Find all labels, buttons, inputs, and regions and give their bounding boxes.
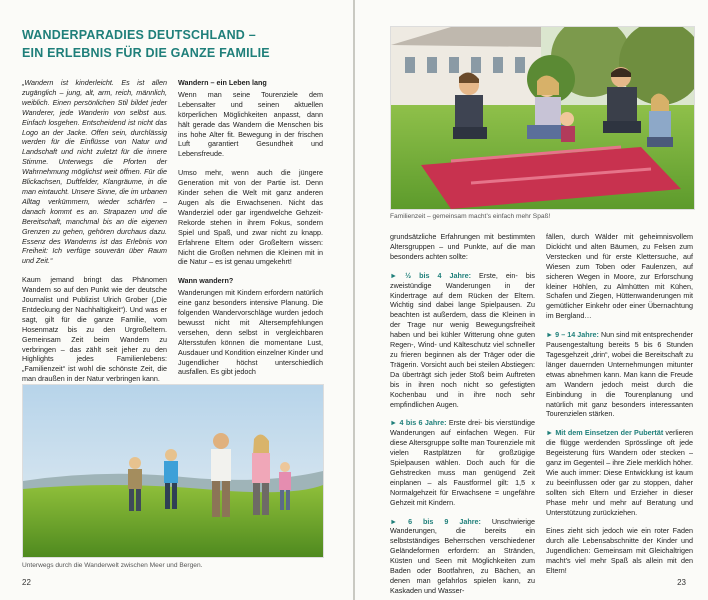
age-label: ► 9 – 14 Jahre: xyxy=(546,330,599,340)
age-label: ► 6 bis 9 Jahre: xyxy=(390,516,481,526)
page-number: 22 xyxy=(22,578,31,587)
age-label: ► Mit dem Einsetzen der Pubertät xyxy=(546,428,664,438)
photo-caption: Familienzeit – gemeinsam macht’s einfach mehr Spaß! xyxy=(390,213,551,220)
family-hiking-illustration xyxy=(23,385,323,557)
section-heading: Wandern – ein Leben lang xyxy=(178,78,267,87)
paragraph: grundsätzliche Erfahrungen mit bestimmten Altersgruppen – und Punkte, auf die man besonders achten sollte: xyxy=(390,232,535,261)
age-item: ► ½ bis 4 Jahre: Erste, ein- bis zweistündige Wanderungen in der Kindertrage auf dem Rücken der Eltern. Wichtig sind dabei lange Spielpausen. Zu beachten ist außerdem, dass die Kleinen in der Trage nur wenig Bewegungsfreiheit haben und bei kühler Witterung ohne guten Regen-, Wind- und Kälteschutz viel schneller zu frieren beginnen als der Träger oder die Trägerin. Vorsicht auch bei steilen Abstiegen: Da überträgt sich jeder Stoß beim Auftreten bis in ihren noch nicht so gefestigten Kochenbau und in ihre noch sehr empfindlichen Augen. xyxy=(390,270,535,409)
paragraph: Umso mehr, wenn auch die jüngere Generation mit von der Partie ist. Denn Kinder sehen die Welt mit ganz anderen Augen als die Erwachsenen. Nicht das Wanderziel oder gar irgendwelche Gehzeit-Rekorde stehen in ihrem Fokus, sondern Spiel und Spaß, und zwar nicht zu knapp. Erfahrene Eltern oder Großeltern wissen: Nicht die Großen nehmen die Kleinen mit in die Natur – es ist genau umgekehrt! xyxy=(178,168,323,267)
family-picnic-photo xyxy=(390,26,695,210)
paragraph: Eines zieht sich jedoch wie ein roter Faden durch alle Lebensabschnitte der Kinder und Jugendlichen: Gemeinsam mit Gleichaltrigen macht’s viel mehr Spaß als allein mit den Eltern! xyxy=(546,526,693,576)
age-item: ► 6 bis 9 Jahre: Unschwierige Wanderungen, die bereits ein selbstständiges Beherrschen verschiedener Geländeformen erfordern: an Stränden, Küsten und Seen mit Möglichkeiten zum Baden oder Bootfahren, zu Bächen, an denen man gefahrlos spielen kann, zu Kaskaden und Wasser- xyxy=(390,516,536,595)
age-item: ► 9 – 14 Jahre: Nun sind mit entsprechender Pausengestaltung bereits 5 bis 6 Stunden Tagesgehzeit „drin“, wobei die Bereitschaft zu länger dauernden Unternehmungen mitunter etwas abnehmen kann. Man kann die Freude am Wandern jedoch meist durch die Einbindung in die Tourenplanung und natürlich mit ganz besonders interessanten Tourenzielen stärken. xyxy=(546,330,693,419)
left-column-1 xyxy=(22,78,167,393)
age-item: ► Mit dem Einsetzen der Pubertät verlieren die flügge werdenden Sprösslinge oft jede Begeisterung fürs Wandern oder stecken – ganz im Gegenteil – ihre Ziele merklich höher. Wie auch immer: Diese Entwicklung ist kaum zu beeinflussen oder gar zu stoppen, daher sollten sich Eltern und Erzieher in dieser Phase mehr und mehr auf Beratung und Unterstützung zurückziehen. xyxy=(546,428,693,517)
intro-body: Kaum jemand bringt das Phänomen Wandern so auf den Punkt wie der deutsche Journalist und Publizist Ulrich Grober („Die Entdeckung der Nachhaltigkeit“). Und was er sagt, gilt für die ganze Familie, vom Hosenmatz bis zu den Urgroßeltern. Gemeinsam Zeit beim Wandern zu verbringen – das zählt seit jeher zu den Highlights jedes Familienlebens: „Familienzeit“ ist wohl die schönste Zeit, die man draußen in der Natur verbringen kann. xyxy=(22,275,167,384)
paragraph: Wenn man seine Tourenziele dem Lebensalter und seinen aktuellen körperlichen Möglichkeiten anpasst, dann hält gerade das Wandern die Menschen bis ins hohe Alter fit. Bewegung in der frischen Luft garantiert Gesundheit und Lebensfreude. xyxy=(178,89,323,159)
age-item: ► 4 bis 6 Jahre: Erste drei- bis vierstündige Wanderungen auf einfachen Wegen. Für diese Altersgruppe sollte man Tourenziele mit vielen Rastplätzen für großzügige Spielpausen wählen. Doch auch für die Gehstrecken muss man genügend Zeit einplanen – als Faustformel gilt: 1,5 x Normalgehzeit für Erwachsene = ungefähre Gehzeit mit Kindern. xyxy=(390,418,535,507)
family-picnic-illustration xyxy=(391,27,694,209)
right-column-2 xyxy=(546,232,693,585)
section-heading: Wann wandern? xyxy=(178,276,234,286)
paragraph: Wanderungen mit Kindern erfordern natürlich eine ganz besonders intensive Planung. Die folgenden Wandervorschläge wurden jedoch bewusst nicht mit Altersempfehlungen versehen, denn selbst in vergleichbaren Altersstufen können die momentane Lust, Ausdauer und Kondition einzelner Kinder und Jugendlicher höchst unterschiedlich ausfallen. Es gibt jedoch xyxy=(178,288,323,377)
age-label: ► ½ bis 4 Jahre: xyxy=(390,270,472,280)
chapter-title: WANDERPARADIES DEUTSCHLAND – EIN ERLEBNIS FÜR DIE GANZE FAMILIE xyxy=(22,28,270,60)
intro-quote: „Wandern ist kinderleicht. Es ist allen zugänglich – jung, alt, arm, reich, männlich, weiblich. Einen persönlichen Stil bildet jeder Wanderer, jede Wanderin von selbst aus. Einfach losgehen. Entscheidend ist nicht das Logo an der Jacke. Offen sein, durchlässig werden für die Einflüsse von Natur und Landschaft und nicht zuletzt für die innere Stimme. Unterwegs die Pforten der Wahrnehmung möglichst weit öffnen. Für die Blickachsen, Duftfelder, Klangräume, in die man eintaucht. Unsere Sinne, die im urbanen Alltag verkümmern, wieder schärfen – danach kommt es an. Strapazen und die Bereitschaft, manchmal bis an die eigenen Grenzen zu gehen, gehören durchaus dazu. Essenz des Wanderns ist das Erlebnis von Freiheit: Ich verfüge souverän über Raum und Zeit.“ xyxy=(22,78,167,266)
page-number: 23 xyxy=(677,578,686,587)
left-page xyxy=(0,0,353,600)
left-column-2 xyxy=(178,78,323,386)
photo-caption: Unterwegs durch die Wanderwelt zwischen Meer und Bergen. xyxy=(22,562,203,569)
right-page xyxy=(355,0,708,600)
paragraph: fällen, durch Wälder mit geheimnisvollem Dickicht und alten Bäumen, zu Felsen zum Verstecken und für erste Klettersuche, auf Wiesen zum Toben oder Faulenzen, auf sicheren Wegen in Moore, zur Erforschung kleiner Höhlen, zu Almhütten mit Kühen, Schafen und Ziegen, Hüttenwanderungen mit gemütlicher Einkehr oder einer Übernachtung im Bergland… xyxy=(546,232,693,321)
right-column-1 xyxy=(390,232,535,600)
age-label: ► 4 bis 6 Jahre: xyxy=(390,418,447,428)
family-hiking-photo xyxy=(22,384,324,558)
